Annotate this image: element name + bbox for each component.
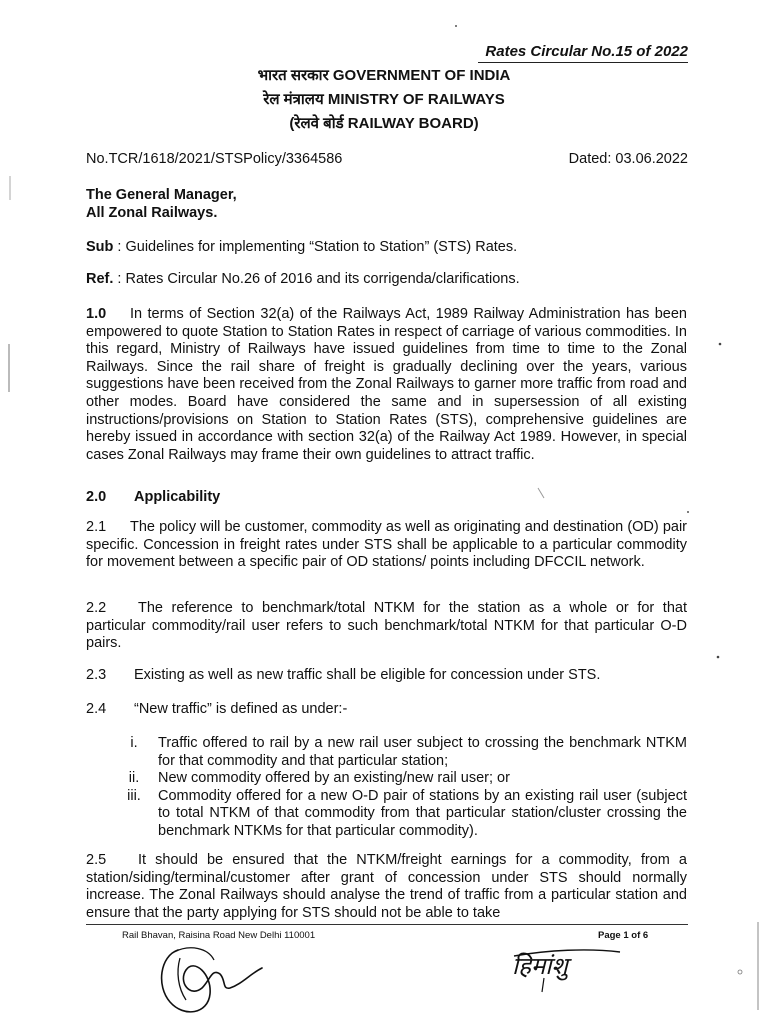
circular-number: Rates Circular No.15 of 2022: [485, 43, 688, 60]
letterhead-government: भारत सरकार GOVERNMENT OF INDIA: [257, 67, 511, 84]
list-item-text: Traffic offered to rail by a new rail user subject to crossing the benchmark NTKM for that commodity and that particular station;: [158, 735, 687, 769]
signature-text: हिमांशु: [512, 952, 568, 980]
page-number: Page 1 of 6: [598, 930, 649, 941]
letter-number: No.TCR/1618/2021/STSPolicy/3364586: [86, 151, 343, 167]
section-2-1-number: 2.1: [86, 519, 107, 535]
footer-address: Rail Bhavan, Raisina Road New Delhi 110001: [122, 930, 316, 941]
section-2-3-text: Existing as well as new traffic shall be eligible for concession under STS.: [134, 667, 601, 683]
letterhead-board: (रेलवे बोर्ड RAILWAY BOARD): [289, 115, 479, 132]
addressee-line-1: The General Manager,: [86, 187, 237, 203]
section-1-number: 1.0: [86, 306, 107, 322]
letterhead-ministry: रेल मंत्रालय MINISTRY OF RAILWAYS: [263, 91, 505, 108]
section-2-1-text: The policy will be customer, commodity as well as originating and destination (OD) pair specific. Concession in freight rates under STS shall be applicable to a particular commodity for movement between a specific pair of OD stations/ points including DFCCIL network.: [86, 519, 687, 571]
list-item-number: i.: [130, 735, 138, 751]
list-item-number: iii.: [127, 787, 141, 804]
section-2-title: Applicability: [134, 489, 221, 505]
reference-label: Ref.: [86, 271, 114, 287]
subject-text: : Guidelines for implementing “Station to Station” (STS) Rates.: [113, 239, 518, 255]
list-item-text: New commodity offered by an existing/new rail user; or: [158, 770, 510, 787]
list-item-text: Commodity offered for a new O-D pair of stations by an existing rail user (subject to total NTKM of that commodity from that particular station/cluster crossing the benchmark NTKMs for that particular commodity).: [158, 787, 687, 839]
subject-label: Sub: [86, 239, 114, 255]
section-2-5-text: It should be ensured that the NTKM/freight earnings for a commodity, from a station/siding/terminal/customer after grant of concession under STS should normally increase. The Zonal Railways should analyse the trend of traffic from a particular station and ensure that the party applying for STS should not be able to take: [86, 852, 687, 921]
addressee-line-2: All Zonal Railways.: [86, 205, 218, 221]
reference-text: : Rates Circular No.26 of 2016 and its corrigenda/clarifications.: [113, 271, 520, 287]
section-2-5-number: 2.5: [86, 852, 107, 868]
section-2-4-number: 2.4: [86, 701, 107, 717]
list-item-number: ii.: [128, 770, 140, 787]
section-2-2-number: 2.2: [86, 600, 107, 616]
section-2-2-text: The reference to benchmark/total NTKM for the station as a whole or for that particular commodity/rail user refers to such benchmark/total NTKM for that particular O-D pairs.: [86, 600, 687, 652]
section-2-4-text: “New traffic” is defined as under:-: [134, 701, 348, 717]
section-1-text: In terms of Section 32(a) of the Railways Act, 1989 Railway Administration has been empowered to quote Station to Station Rates in respect of carriage of various commodities. In this regard, Ministry of Railways have issued guidelines from time to time to the Zonal Railways. Since the rail share of freight is gradually declining over the years, various suggestions have been received from the Zonal Railways to garner more traffic from road and other modes. Board have considered the same and in supersession of all existing instructions/provisions on Station to Station Rates (STS), comprehensive guidelines are hereby issued in accordance with section 32(a) of the Railway Act 1989. However, in special cases Zonal Railways may frame their own guidelines to attract traffic.: [86, 306, 687, 463]
section-2-number: 2.0: [86, 489, 107, 505]
section-2-3-number: 2.3: [86, 667, 107, 683]
letter-date: Dated: 03.06.2022: [568, 151, 688, 167]
